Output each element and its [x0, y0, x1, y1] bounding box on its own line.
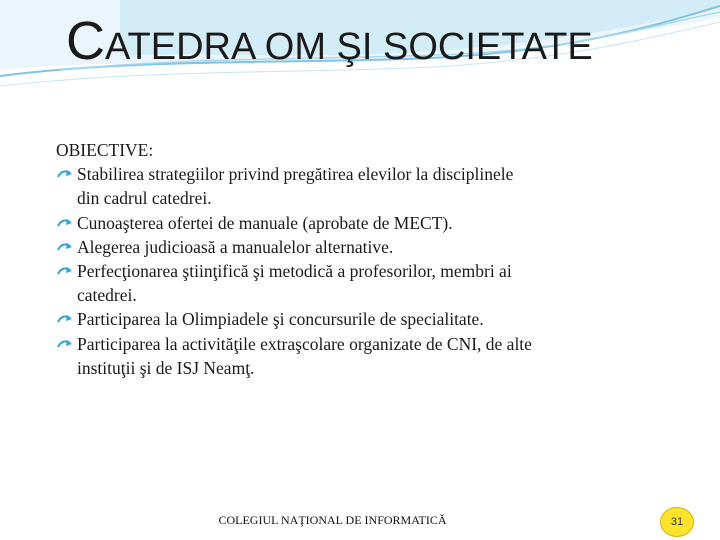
list-item-line-1: Participarea la activităţile extraşcolare organizate de CNI, de alte: [77, 333, 532, 354]
list-item: [56, 259, 656, 307]
list-item-line-1: Alegerea judicioasă a manualelor alternative.: [77, 236, 394, 257]
arrow-bullet-icon: [56, 235, 74, 259]
page-number-badge: 31: [660, 507, 694, 537]
list-item: [56, 162, 656, 210]
title-rest: ATEDRA OM ŞI SOCIETATE: [105, 26, 593, 68]
list-item: [56, 307, 656, 331]
objectives-list: [56, 162, 656, 380]
page-title: [66, 11, 593, 71]
content-area: [56, 138, 656, 380]
footer-institution: COLEGIUL NAŢIONAL DE INFORMATICĂ: [218, 513, 447, 527]
list-item: [56, 235, 656, 259]
arrow-bullet-icon: [56, 259, 74, 283]
arrow-bullet-icon: [56, 162, 74, 186]
objectives-heading-colon: :: [148, 140, 154, 160]
objectives-heading-label: OBIECTIVE: [56, 140, 149, 160]
list-item-line-2: instituţii şi de ISJ Neamţ.: [77, 357, 255, 378]
list-item-line-1: Stabilirea strategiilor privind pregătirea elevilor la disciplinele: [77, 164, 514, 185]
list-item-line-1: Participarea la Olimpiadele şi concursurile de specialitate.: [77, 309, 484, 330]
arrow-bullet-icon: [56, 307, 74, 331]
arrow-bullet-icon: [56, 332, 74, 356]
list-item: [56, 211, 656, 235]
list-item-line-1: Perfecţionarea ştiinţifică şi metodică a profesorilor, membri ai: [77, 261, 512, 282]
list-item-line-2: din cadrul catedrei.: [77, 188, 212, 209]
list-item-line-1: Cunoaşterea ofertei de manuale (aprobate de MECT).: [77, 212, 453, 233]
objectives-heading: [56, 138, 656, 162]
arrow-bullet-icon: [56, 211, 74, 235]
list-item: [56, 332, 656, 380]
title-first-letter: C: [66, 11, 105, 71]
list-item-line-2: catedrei.: [77, 285, 137, 306]
